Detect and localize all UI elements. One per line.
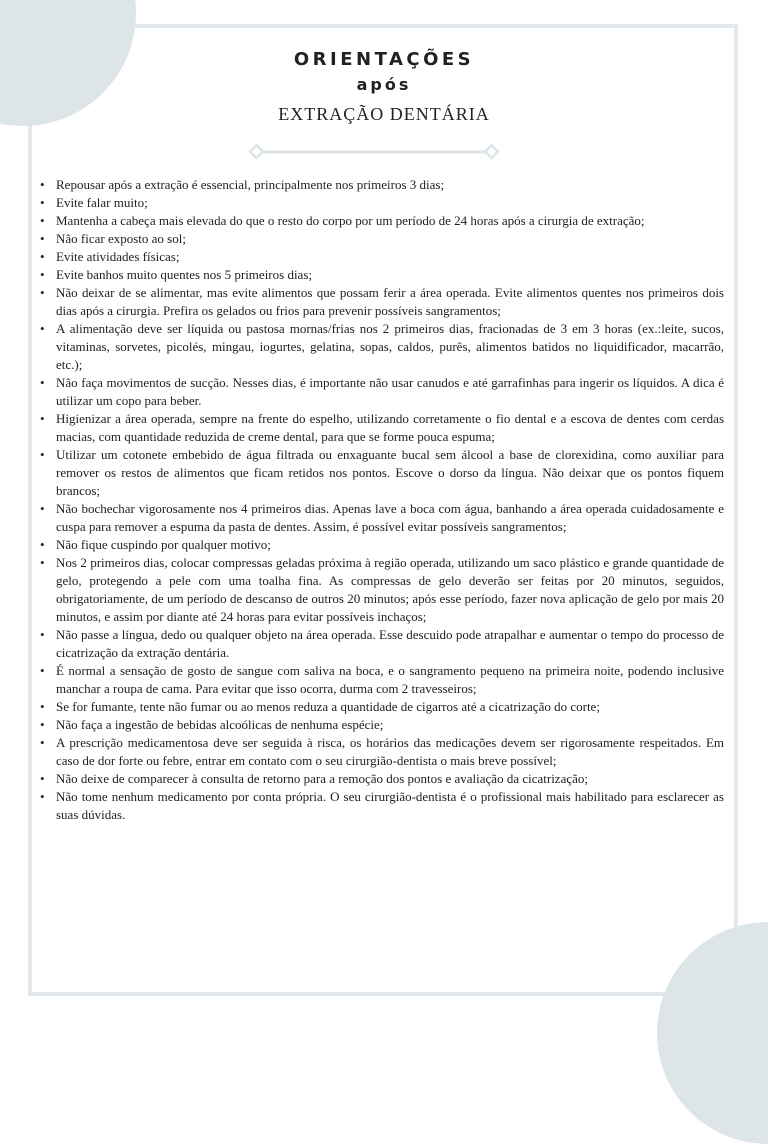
list-item: • Não bochechar vigorosamente nos 4 primeiros dias. Apenas lave a boca com água, banhando a área operada cuidadosamente e cuspa para remover a espuma da pasta de dentes. Assim, é possível evitar possíveis sangramentos; (56, 500, 724, 536)
list-item: • Repousar após a extração é essencial, principalmente nos primeiros 3 dias; (56, 176, 724, 194)
list-item: • Não passe a língua, dedo ou qualquer objeto na área operada. Esse descuido pode atrapalhar e aumentar o tempo do processo de cicatrização da extração dentária. (56, 626, 724, 662)
title-apos: após (356, 75, 412, 94)
list-item: • Não ficar exposto ao sol; (56, 230, 724, 248)
list-item: • Utilizar um cotonete embebido de água filtrada ou enxaguante bucal sem álcool a base de clorexidina, como auxiliar para remover os restos de alimentos que ficam retidos nos pontos. Escove o dorso da língua. Não deixar que os pontos fiquem brancos; (56, 446, 724, 500)
list-item: • Não faça a ingestão de bebidas alcoólicas de nenhuma espécie; (56, 716, 724, 734)
list-item: • A alimentação deve ser líquida ou pastosa mornas/frias nos 2 primeiros dias, fracionadas de 3 em 3 horas (ex.:leite, sucos, vitaminas, sorvetes, picolés, mingau, iogurtes, gelatina, sopas, caldos, purês, alimentos batidos no liquidificador, macarrão, etc.); (56, 320, 724, 374)
list-item: • Higienizar a área operada, sempre na frente do espelho, utilizando corretamente o fio dental e a escova de dentes com cerdas macias, com quantidade reduzida de creme dental, para que se forme pouca espuma; (56, 410, 724, 446)
instructions-list (56, 176, 724, 824)
list-item: • Evite atividades físicas; (56, 248, 724, 266)
list-item: • Não deixe de comparecer à consulta de retorno para a remoção dos pontos e avaliação da cicatrização; (56, 770, 724, 788)
list-item: • É normal a sensação de gosto de sangue com saliva na boca, e o sangramento pequeno na primeira noite, podendo inclusive manchar a roupa de cama. Para evitar que isso ocorra, durma com 2 travesseiros; (56, 662, 724, 698)
list-item: • Mantenha a cabeça mais elevada do que o resto do corpo por um período de 24 horas após a cirurgia de extração; (56, 212, 724, 230)
list-item: • Não fique cuspindo por qualquer motivo; (56, 536, 724, 554)
list-item: • A prescrição medicamentosa deve ser seguida à risca, os horários das medicações devem ser rigorosamente respeitados. Em caso de dor forte ou febre, entrar em contato com o seu cirurgião-dentista o mais breve possível; (56, 734, 724, 770)
list-item: • Se for fumante, tente não fumar ou ao menos reduza a quantidade de cigarros até a cicatrização do corte; (56, 698, 724, 716)
divider-ornament (248, 144, 500, 160)
title-extracao-dentaria: EXTRAÇÃO DENTÁRIA (278, 104, 490, 124)
title-orientacoes: ORIENTAÇÕES (293, 49, 475, 70)
list-item: • Evite falar muito; (56, 194, 724, 212)
list-item: • Não faça movimentos de sucção. Nesses dias, é importante não usar canudos e até garrafinhas para ingerir os líquidos. A dica é utilizar um copo para beber. (56, 374, 724, 410)
list-item: • Não tome nenhum medicamento por conta própria. O seu cirurgião-dentista é o profissional mais habilitado para esclarecer as suas dúvidas. (56, 788, 724, 824)
list-item: • Não deixar de se alimentar, mas evite alimentos que possam ferir a área operada. Evite alimentos quentes nos primeiros dois dias após a cirurgia. Prefira os gelados ou frios para prevenir possíveis sangramentos; (56, 284, 724, 320)
list-item: • Evite banhos muito quentes nos 5 primeiros dias; (56, 266, 724, 284)
list-item: • Nos 2 primeiros dias, colocar compressas geladas próxima à região operada, utilizando um saco plástico e grande quantidade de gelo, protegendo a pele com uma toalha fina. As compressas de gelo deverão ser feitas por 20 minutos, seguidos, obrigatoriamente, de um período de descanso de outros 20 minutos; após esse período, fazer nova aplicação de gelo por mais 20 minutos, e assim por diante até 24 horas para evitar possíveis inchaços; (56, 554, 724, 626)
